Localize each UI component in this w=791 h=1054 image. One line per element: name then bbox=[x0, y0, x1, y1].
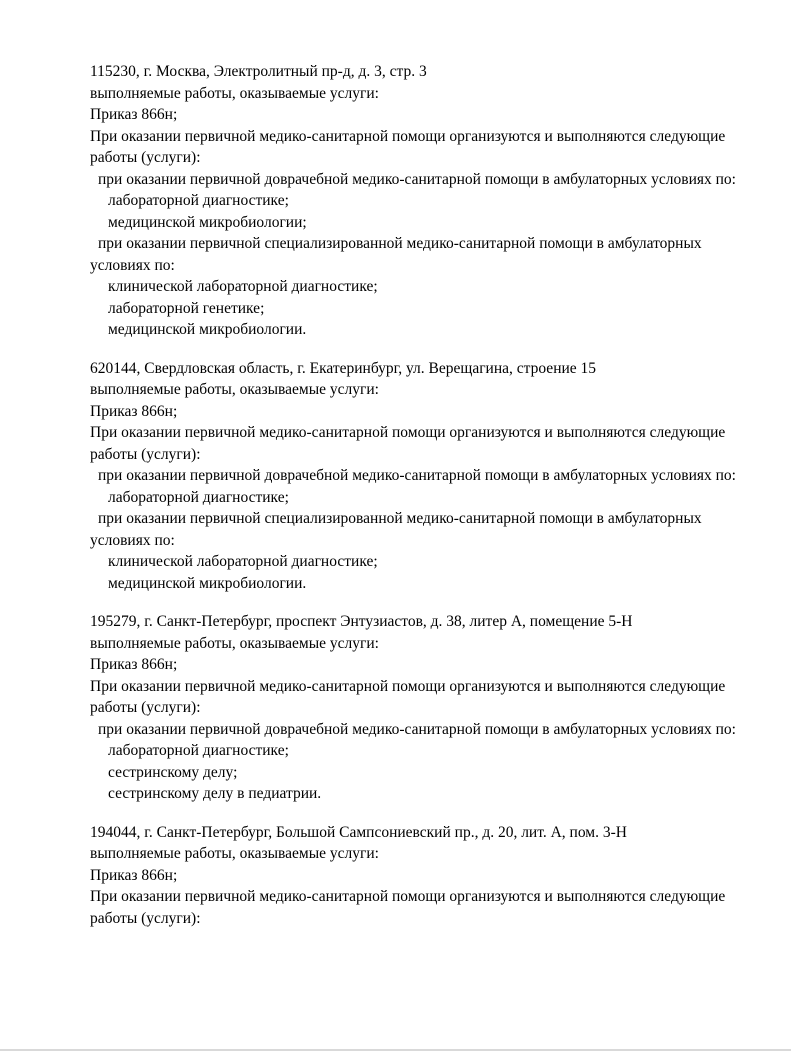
works-services-label: выполняемые работы, оказываемые услуги: bbox=[90, 845, 379, 862]
order-label: Приказ 866н; bbox=[90, 106, 178, 123]
works-services-label: выполняемые работы, оказываемые услуги: bbox=[90, 84, 379, 102]
service-item: медицинской микробиологии. bbox=[108, 574, 307, 592]
order-label: Приказ 866н; bbox=[90, 402, 178, 420]
service-item: сестринскому делу в педиатрии. bbox=[108, 785, 322, 802]
address-line: 195279, г. Санкт-Петербург, проспект Энтузиастов, д. 38, литер А, помещение 5-Н bbox=[90, 613, 633, 630]
primary-care-intro: При оказании первичной медико-санитарной помощи организуются и выполняются следующие работы (услуги): bbox=[90, 424, 726, 463]
service-item: клинической лабораторной диагностике; bbox=[108, 553, 378, 570]
order-label: Приказ 866н; bbox=[90, 866, 178, 884]
works-services-label: выполняемые работы, оказываемые услуги: bbox=[90, 634, 379, 652]
service-item: сестринскому делу; bbox=[108, 763, 238, 781]
pre-medical-intro: при оказании первичной доврачебной медико-санитарной помощи в амбулаторных условиях по: bbox=[98, 170, 736, 188]
location-block bbox=[90, 61, 750, 341]
pre-medical-intro: при оказании первичной доврачебной медико-санитарной помощи в амбулаторных условиях по: bbox=[98, 720, 736, 738]
service-item: медицинской микробиологии; bbox=[108, 213, 307, 231]
service-item: лабораторной диагностике; bbox=[108, 742, 289, 759]
service-item: лабораторной генетике; bbox=[108, 299, 265, 317]
primary-care-intro: При оказании первичной медико-санитарной помощи организуются и выполняются следующие работы (услуги): bbox=[90, 888, 726, 927]
service-item: медицинской микробиологии. bbox=[108, 321, 307, 338]
bottom-divider bbox=[0, 1049, 791, 1051]
specialized-intro: при оказании первичной специализированной медико-санитарной помощи в амбулаторных условиях по: bbox=[90, 235, 702, 274]
service-item: клинической лабораторной диагностике; bbox=[108, 278, 378, 295]
location-block bbox=[90, 611, 750, 805]
address-line: 194044, г. Санкт-Петербург, Большой Сампсониевский пр., д. 20, лит. А, пом. 3-Н bbox=[90, 823, 627, 841]
address-line: 115230, г. Москва, Электролитный пр-д, д. 3, стр. 3 bbox=[90, 63, 427, 80]
works-services-label: выполняемые работы, оказываемые услуги: bbox=[90, 381, 379, 398]
location-block bbox=[90, 822, 750, 930]
address-line: 620144, Свердловская область, г. Екатеринбург, ул. Верещагина, строение 15 bbox=[90, 359, 597, 377]
primary-care-intro: При оказании первичной медико-санитарной помощи организуются и выполняются следующие работы (услуги): bbox=[90, 677, 726, 716]
specialized-intro: при оказании первичной специализированной медико-санитарной помощи в амбулаторных условиях по: bbox=[90, 510, 702, 549]
location-block bbox=[90, 358, 750, 595]
service-item: лабораторной диагностике; bbox=[108, 488, 289, 506]
service-item: лабораторной диагностике; bbox=[108, 192, 289, 209]
pre-medical-intro: при оказании первичной доврачебной медико-санитарной помощи в амбулаторных условиях по: bbox=[98, 467, 736, 484]
primary-care-intro: При оказании первичной медико-санитарной помощи организуются и выполняются следующие работы (услуги): bbox=[90, 127, 726, 166]
order-label: Приказ 866н; bbox=[90, 656, 178, 673]
